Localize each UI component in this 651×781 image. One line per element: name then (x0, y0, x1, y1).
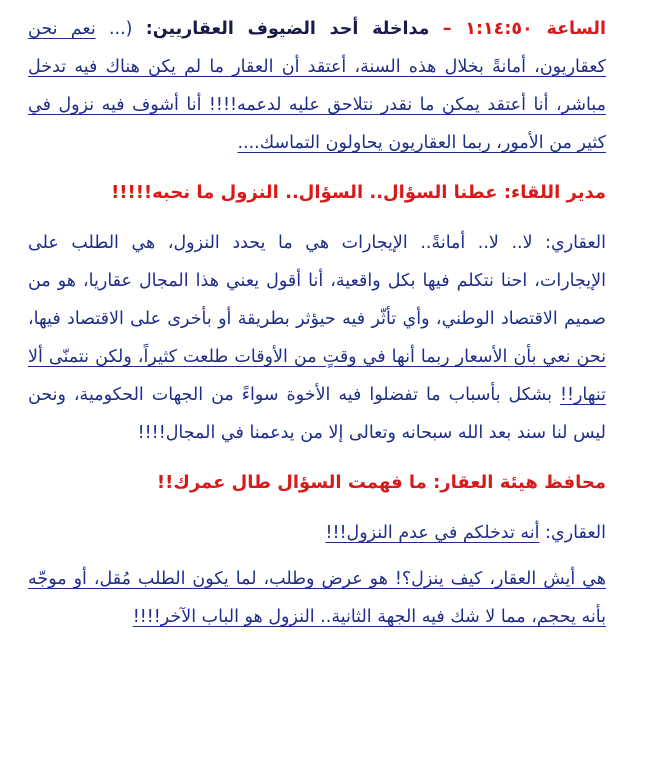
realtor-short-underlined: أنه تدخلكم في عدم النزول!!! (325, 523, 540, 543)
guest-statement: نعم نحن كعقاريون، أمانةً بخلال هذه السنة، أعتقد أن العقار ما لم يكن هناك فيه تدخل مباشر، أنا أعتقد يمكن ما نقدر نتلاحق عليه لدعمه!!!! أنا أشوف فيه نزول في كثير من الأمور، ربما العقاريون يحاولون التماسك.... (28, 19, 606, 153)
paragraph-realtor-short (28, 514, 606, 552)
realtor-underlined-text: نحن نعي بأن الأسعار ربما أنها في وقتٍ من الأوقات طلعت كثيراً، ولكن نتمنّى ألا تنهار!! (28, 347, 606, 405)
realtor-speaker-label: العقاري: (545, 523, 606, 543)
paragraph-guest-intervention (28, 10, 606, 162)
moderator-heading: مدير اللقاء: عطنا السؤال.. السؤال.. النزول ما نحبه!!!!! (111, 182, 606, 203)
open-paren: (... (108, 19, 133, 39)
governor-heading: محافظ هيئة العقار: ما فهمت السؤال طال عمرك!! (156, 472, 606, 493)
paragraph-supply-demand: هي أيش العقار، كيف ينزل؟! هو عرض وطلب، لما يكون الطلب مُقل، أو موجّه بأنه يحجم، مما لا شك فيه الجهة الثانية.. النزول هو الباب الآخر!!!! (28, 569, 606, 627)
realtor-response-text: العقاري: لا.. لا.. أمانةً.. الإيجارات هي ما يحدد النزول، هي الطلب على الإيجارات، احنا نتكلم فيها بكل واقعية، أنا أقول يعني هذا المجال عقاريا، هو من صميم الاقتصاد الوطني، وأي تأثّر فيه حيؤثر بطريقة أو بأخرى على الاقتصاد فيها، (28, 233, 606, 329)
paragraph-realtor-response (28, 224, 606, 452)
realtor-response-continued: بشكل بأسباب ما تفضلوا فيه الأخوة سواءً من الجهات الحكومية، ونحن ليس لنا سند بعد الله سبحانه وتعالى إلا من يدعمنا في المجال!!!! (28, 385, 606, 443)
article-body (28, 10, 606, 636)
timestamp: الساعة ١:١٤:٥٠ – (442, 19, 606, 39)
speaker-label: مداخلة أحد الضيوف العقاريين: (145, 19, 430, 39)
